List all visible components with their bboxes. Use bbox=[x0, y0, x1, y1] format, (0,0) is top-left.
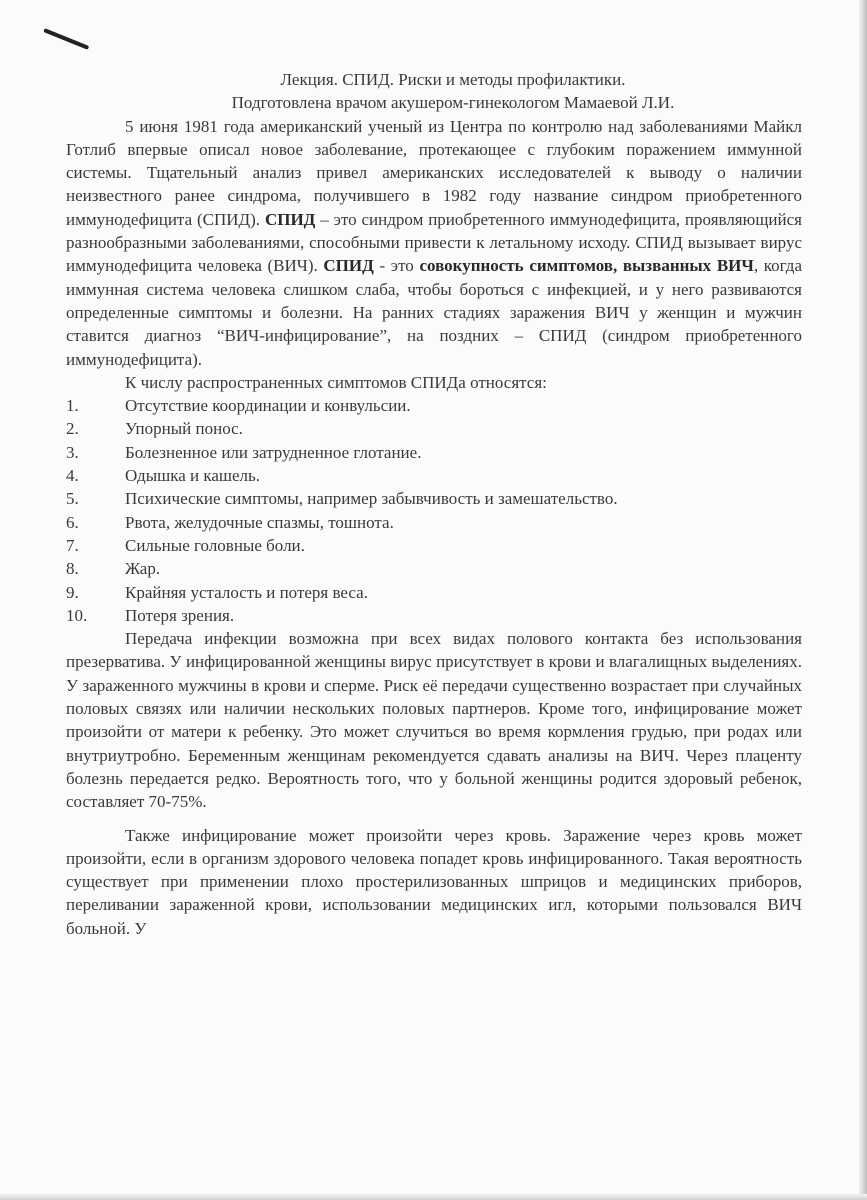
paragraph-transmission: Передача инфекции возможна при всех видах полового контакта без использования презерватива. У инфицированной женщины вирус присутствует в крови и влагалищных выделениях. У зараженного мужчины в крови и сперме. Риск её передачи существенно возрастает при случайных половых связях или наличии нескольких половых партнеров. Кроме того, инфицирование может произойти от матери к ребенку. Это может случиться во время кормления грудью, при родах или внутриутробно. Беременным женщинам рекомендуется сдавать анализы на ВИЧ. Через плаценту болезнь передается редко. Вероятность того, что у больной женщины родится здоровый ребенок, составляет 70-75%. bbox=[66, 629, 802, 812]
text-span: – это синдром приобретенного иммунодефицита, проявляющийся разнообразными заболеваниями, способными привести к летальному исходу. СПИД вызывает вирус иммунодефицита человека (ВИЧ). bbox=[66, 209, 802, 276]
list-number: 8. bbox=[66, 559, 79, 579]
list-number: 4. bbox=[66, 466, 79, 486]
list-item bbox=[66, 394, 802, 417]
document-page bbox=[66, 68, 802, 940]
list-item bbox=[66, 581, 802, 604]
list-item bbox=[66, 534, 802, 557]
list-text: Жар. bbox=[125, 559, 161, 579]
symptoms-intro: К числу распространенных симптомов СПИДа относятся: bbox=[125, 372, 547, 392]
document-title: Лекция. СПИД. Риски и методы профилактики. bbox=[280, 70, 626, 89]
bold-term: СПИД bbox=[264, 209, 316, 229]
list-number: 5. bbox=[66, 489, 79, 509]
paragraph-blood: Также инфицирование может произойти через кровь. Заражение через кровь может произойти, если в организм здорового человека попадет кровь инфицированного. Такая вероятность существует при применении плохо простерилизованных шприцов и медицинских приборов, переливании зараженной крови, использовании медицинских игл, которыми пользовался ВИЧ больной. У bbox=[66, 825, 802, 938]
symptoms-list bbox=[66, 394, 802, 627]
text-span: - это bbox=[373, 256, 420, 276]
list-number: 7. bbox=[66, 535, 79, 555]
list-number: 2. bbox=[66, 419, 79, 439]
list-item bbox=[66, 557, 802, 580]
list-item bbox=[66, 487, 802, 510]
list-item bbox=[66, 511, 802, 534]
document-author: Подготовлена врачом акушером-гинекологом Мамаевой Л.И. bbox=[231, 93, 675, 113]
list-item bbox=[66, 441, 802, 464]
bold-definition: совокупность симптомов, вызванных ВИЧ bbox=[419, 256, 754, 276]
list-text: Крайняя усталость и потеря веса. bbox=[125, 582, 368, 602]
list-number: 10. bbox=[66, 605, 88, 625]
text-span: , когда иммунная система человека слишком слаба, чтобы бороться с инфекцией, и у него развиваются определенные симптомы и болезни. На ранних стадиях заражения ВИЧ у женщин и мужчин ставится диагноз “ВИЧ-инфицирование”, на поздних – СПИД (синдром приобретенного иммунодефицита). bbox=[66, 256, 802, 369]
list-number: 3. bbox=[66, 442, 79, 462]
list-text: Сильные головные боли. bbox=[125, 535, 305, 555]
list-item bbox=[66, 464, 802, 487]
list-text: Отсутствие координации и конвульсии. bbox=[125, 396, 411, 416]
list-item bbox=[66, 417, 802, 440]
pen-mark bbox=[43, 28, 89, 50]
list-text: Упорный понос. bbox=[125, 419, 243, 439]
list-item bbox=[66, 604, 802, 627]
list-text: Болезненное или затрудненное глотание. bbox=[125, 442, 422, 462]
list-text: Психические симптомы, например забывчивость и замешательство. bbox=[125, 489, 618, 509]
scan-edge-right bbox=[859, 0, 867, 1200]
list-number: 6. bbox=[66, 512, 79, 532]
list-text: Рвота, желудочные спазмы, тошнота. bbox=[125, 512, 394, 532]
bold-term: СПИД bbox=[323, 256, 374, 276]
list-number: 1. bbox=[66, 396, 79, 416]
scan-edge-bottom bbox=[0, 1194, 867, 1200]
paragraph-intro bbox=[66, 115, 802, 371]
list-text: Потеря зрения. bbox=[125, 605, 235, 625]
text-span: 5 июня 1981 года американский ученый из Центра по контролю над заболеваниями Майкл Готлиб впервые описал новое заболевание, протекающее с глубоким поражением иммунной системы. Тщательный анализ привел американских исследователей к выводу о наличии неизвестного ранее синдрома, получившего в 1982 году название синдром приобретенного иммунодефицита (СПИД). bbox=[66, 116, 802, 229]
list-text: Одышка и кашель. bbox=[125, 466, 261, 486]
list-number: 9. bbox=[66, 582, 79, 602]
